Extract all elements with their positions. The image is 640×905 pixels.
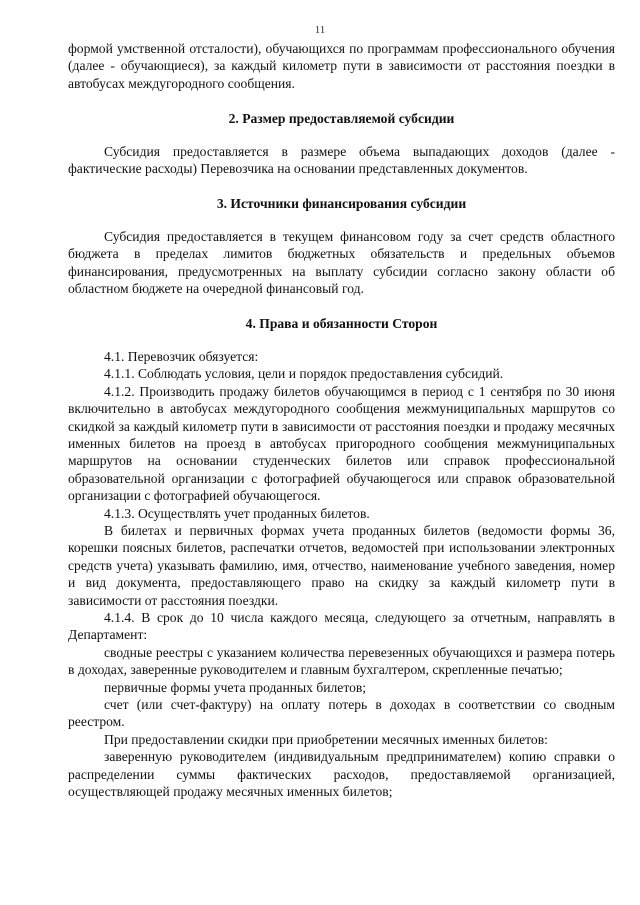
section-2-heading: 2. Размер предоставляемой субсидии bbox=[228, 111, 455, 127]
clause-4-1-3: 4.1.3. Осуществлять учет проданных билетов. bbox=[104, 505, 370, 521]
tickets-accounting-paragraph: В билетах и первичных формах учета проданных билетов (ведомости формы 36, корешки поясных билетов, распечатки отчетов, ведомостей при использовании электронных средств учета) указывать фамилию, имя, отчество, наименование учебного заведения, номер и вид документа, предоставляющего право на скидку за каждый километр пути в зависимости от расстояния поездки. bbox=[68, 522, 615, 608]
clause-4-1: 4.1. Перевозчик обязуется: bbox=[104, 348, 259, 364]
document-body bbox=[68, 40, 615, 800]
certified-copy-item: заверенную руководителем (индивидуальным предпринимателем) копию справки о распределении суммы фактических расходов, предоставляемой организацией, осуществляющей продажу месячных именных билетов; bbox=[68, 749, 615, 800]
invoice-item: счет (или счет-фактуру) на оплату потерь в доходах в соответствии со сводным реестром. bbox=[68, 697, 615, 730]
section-3-heading: 3. Источники финансирования субсидии bbox=[216, 196, 467, 212]
primary-forms-item: первичные формы учета проданных билетов; bbox=[104, 679, 367, 695]
section-3-text: Субсидия предоставляется в текущем финансовом году за счет средств областного бюджета в пределах лимитов бюджетных обязательств и предельных объемов финансирования, предусмотренных на выплату субсидии согласно закону области об областном бюджете на очередной финансовый год. bbox=[68, 228, 615, 297]
page-number: 11 bbox=[314, 24, 326, 36]
section-2-text: Субсидия предоставляется в размере объема выпадающих доходов (далее - фактические расходы) Перевозчика на основании представленных документов. bbox=[68, 143, 615, 177]
clause-4-1-1: 4.1.1. Соблюдать условия, цели и порядок предоставления субсидий. bbox=[104, 366, 504, 382]
summary-registers-item: сводные реестры с указанием количества перевезенных обучающихся и размера потерь в доходах, заверенные руководителем и главным бухгалтером, скрепленные печатью; bbox=[68, 644, 615, 678]
intro-paragraph: формой умственной отсталости), обучающихся по программам профессионального обучения (далее - обучающиеся), за каждый километр пути в зависимости от расстояния поездки в автобусах междугородного сообщения. bbox=[68, 41, 615, 91]
monthly-tickets-paragraph: При предоставлении скидки при приобретении месячных именных билетов: bbox=[104, 731, 548, 747]
clause-4-1-2: 4.1.2. Производить продажу билетов обучающимся в период с 1 сентября по 30 июня включительно в автобусах междугородного сообщения межмуниципальных маршрутов со скидкой за каждый километр пути в зависимости от расстояния поездки и продажу месячных именных билетов на проезд в автобусах пригородного сообщения межмуниципальных маршрутов на основании студенческих билетов или справок профессиональной образовательной организации с фотографией обучающегося или справок образовательной организации с фотографией обучающегося. bbox=[68, 383, 615, 504]
section-4-heading: 4. Права и обязанности Сторон bbox=[245, 316, 438, 332]
clause-4-1-4: 4.1.4. В срок до 10 числа каждого месяца, следующего за отчетным, направлять в Департамент: bbox=[68, 609, 615, 643]
